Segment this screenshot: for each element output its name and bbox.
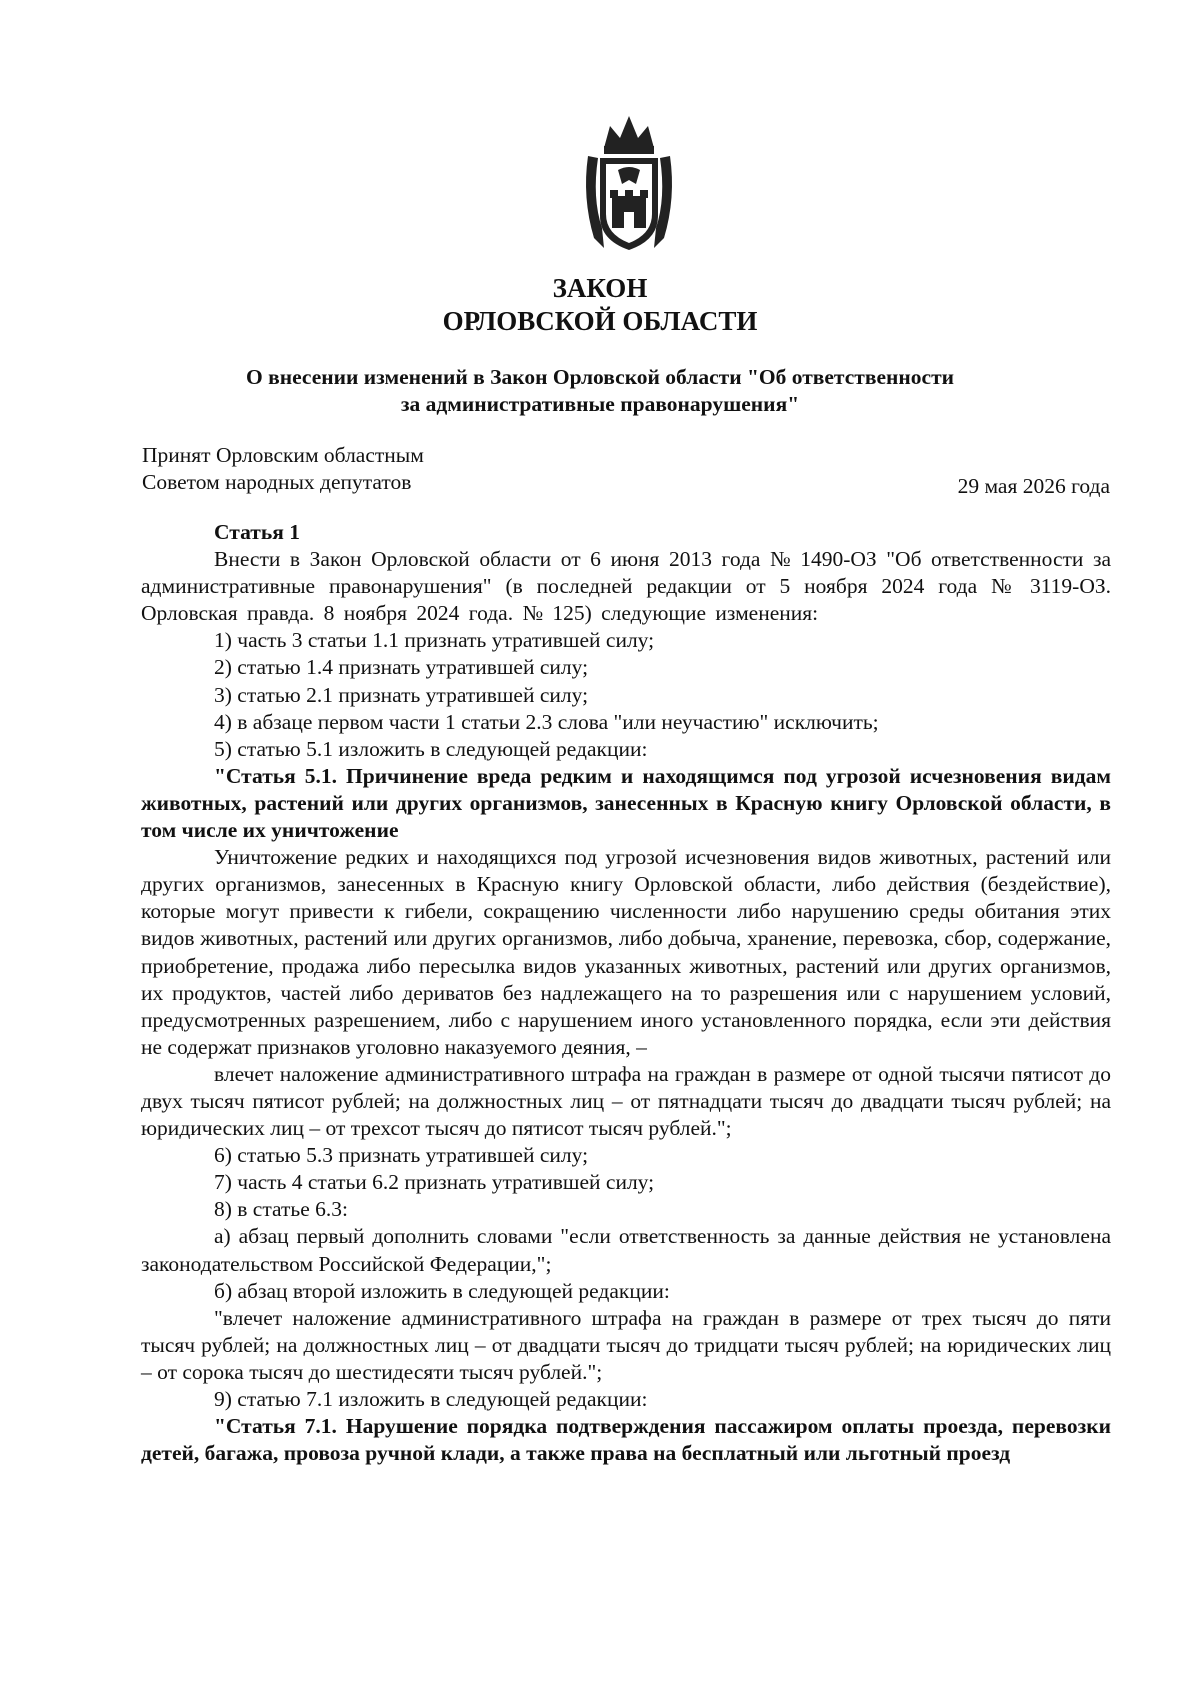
list-item: 9) статью 7.1 изложить в следующей редакции: (214, 1387, 648, 1411)
law-subject-line-1: О внесении изменений в Закон Орловской области "Об ответственности (245, 365, 955, 389)
adoption-date: 29 мая 2026 года (957, 474, 1110, 498)
list-item: 5) статью 5.1 изложить в следующей редакции: (214, 736, 648, 761)
adoption-body-line-2: Советом народных депутатов (142, 470, 412, 494)
sub-item: а) абзац первый дополнить словами "если ответственность за данные действия не установлена законодательством Российской Федерации,"; (141, 1224, 1111, 1276)
list-item: 4) в абзаце первом части 1 статьи 2.3 слова "или неучастию" исключить; (214, 709, 879, 734)
list-item: 2) статью 1.4 признать утратившей силу; (214, 655, 589, 680)
law-title: ЗАКОН (552, 273, 648, 303)
article-5-1-penalty: влечет наложение административного штрафа на граждан в размере от одной тысячи пятисот до двух тысяч пятисот рублей; на должностных лиц – от пятнадцати тысяч до двадцати тысяч рублей; на юридических лиц – от трехсот тысяч до пятисот тысяч рублей."; (141, 1061, 1111, 1141)
sub-item: б) абзац второй изложить в следующей редакции: (214, 1278, 670, 1303)
list-item: 6) статью 5.3 признать утратившей силу; (214, 1143, 589, 1168)
law-subject-line-2: за административные правонарушения" (400, 392, 800, 416)
list-item: 8) в статье 6.3: (214, 1197, 348, 1222)
quoted-paragraph: "влечет наложение административного штрафа на граждан в размере от трех тысяч до пяти тысяч рублей; на должностных лиц – от двадцати тысяч до тридцати тысяч рублей; на юридических лиц – от сорока тысяч до шестидесяти тысяч рублей."; (141, 1305, 1111, 1384)
law-body (141, 519, 1111, 1467)
list-item: 3) статью 2.1 признать утратившей силу; (214, 682, 589, 707)
article-5-1-title: "Статья 5.1. Причинение вреда редким и находящимся под угрозой исчезновения видам животных, растений или других организмов, занесенных в Красную книгу Орловской области, в том числе их уничтожение (141, 763, 1111, 843)
article-heading: Статья 1 (214, 520, 300, 544)
article-intro: Внести в Закон Орловской области от 6 июня 2013 года № 1490-ОЗ "Об ответственности за административные правонарушения" (в последней редакции от 5 ноября 2024 года № 3119-ОЗ. Орловская правда. 8 ноября 2024 года. № 125) следующие изменения: (141, 547, 1111, 626)
law-region-title: ОРЛОВСКОЙ ОБЛАСТИ (442, 306, 758, 336)
list-item: 7) часть 4 статьи 6.2 признать утратившей силу; (214, 1170, 655, 1195)
list-item: 1) часть 3 статьи 1.1 признать утратившей силу; (214, 628, 655, 653)
article-5-1-text: Уничтожение редких и находящихся под угрозой исчезновения видов животных, растений или других организмов, занесенных в Красную книгу Орловской области, либо действия (бездействие), которые могут привести к гибели, сокращению численности либо нарушению среды обитания этих видов животных, растений или других организмов, либо добыча, хранение, перевозка, сбор, содержание, приобретение, продажа либо пересылка видов указанных животных, растений или других организмов, их продуктов, частей либо дериватов без надлежащего на то разрешения или с нарушением условий, предусмотренных разрешением, либо с нарушением иного установленного порядка, если эти действия не содержат признаков уголовно наказуемого деяния, – (141, 845, 1111, 1059)
orel-oblast-coat-of-arms-emblem (574, 108, 684, 258)
article-7-1-title: "Статья 7.1. Нарушение порядка подтверждения пассажиром оплаты проезда, перевозки детей, багажа, провоза ручной клади, а также права на бесплатный или льготный проезд (141, 1414, 1111, 1466)
adoption-body-line-1: Принят Орловским областным (142, 443, 424, 467)
